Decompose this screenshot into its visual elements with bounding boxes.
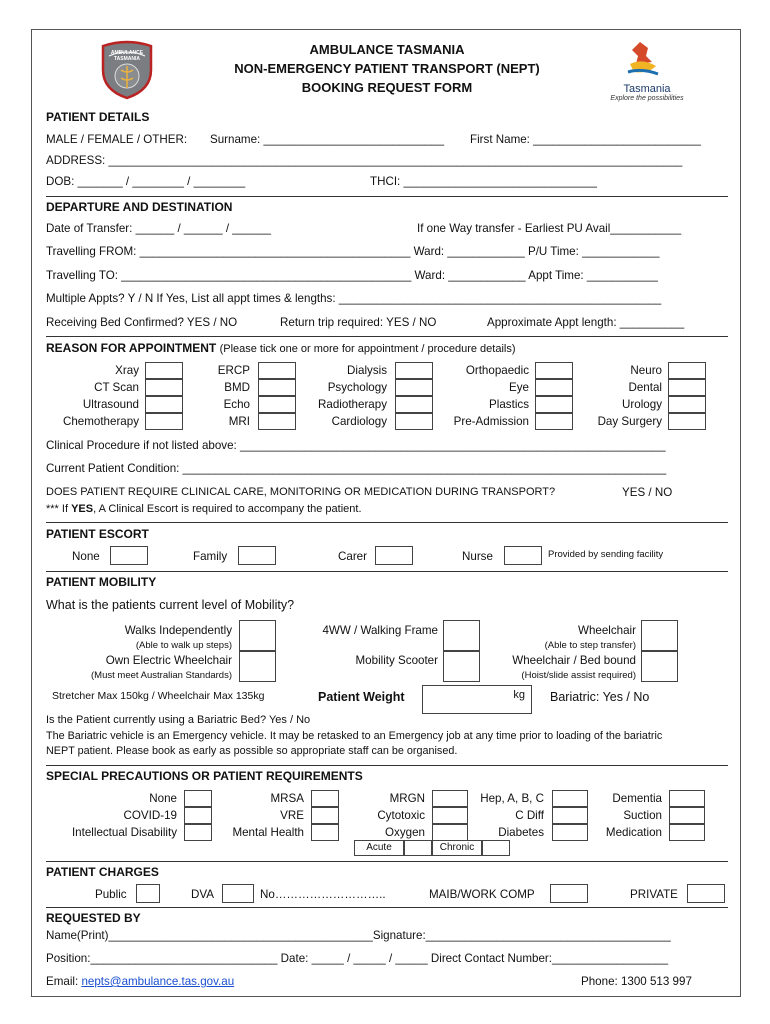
tasmania-logo bbox=[602, 38, 692, 104]
email-label: Email: bbox=[46, 975, 82, 988]
charges-dva-number[interactable]: No……………………….. bbox=[260, 888, 386, 901]
reason-c5-label-3: Day Surgery bbox=[597, 415, 662, 428]
prec-c5-checkbox-1[interactable] bbox=[669, 807, 705, 824]
divider bbox=[46, 861, 728, 862]
service-name: NON-EMERGENCY PATIENT TRANSPORT (NEPT) bbox=[234, 61, 540, 76]
reason-c2-label-2: Echo bbox=[223, 398, 250, 411]
prec-c5-label-2: Medication bbox=[605, 826, 662, 839]
mobility-heading: PATIENT MOBILITY bbox=[46, 575, 157, 589]
divider bbox=[46, 571, 728, 572]
escort-family-checkbox[interactable] bbox=[238, 546, 276, 565]
charges-maib-checkbox[interactable] bbox=[550, 884, 588, 903]
email-line bbox=[46, 975, 234, 988]
prec-c2-label-2: Mental Health bbox=[232, 826, 304, 839]
divider bbox=[46, 196, 728, 197]
charges-public-checkbox[interactable] bbox=[136, 884, 160, 903]
charges-dva-label: DVA bbox=[191, 888, 214, 901]
bariatric-field[interactable]: Bariatric: Yes / No bbox=[550, 690, 650, 704]
svg-text:TASMANIA: TASMANIA bbox=[113, 56, 141, 62]
reason-c5-label-0: Neuro bbox=[630, 364, 662, 377]
escort-note-prefix: *** If bbox=[46, 503, 72, 515]
reason-c3-label-2: Radiotherapy bbox=[318, 398, 387, 411]
reason-c5-checkbox-3[interactable] bbox=[668, 413, 706, 430]
wc-bed-label: Wheelchair / Bed bound bbox=[512, 654, 636, 667]
escort-heading: PATIENT ESCORT bbox=[46, 527, 149, 541]
earliest-pu-field[interactable]: If one Way transfer - Earliest PU Avail___________ bbox=[417, 222, 682, 235]
prec-c3-label-1: Cytotoxic bbox=[377, 809, 425, 822]
clinical-care-question: DOES PATIENT REQUIRE CLINICAL CARE, MONITORING OR MEDICATION DURING TRANSPORT? bbox=[46, 486, 556, 498]
return-trip-field[interactable]: Return trip required: YES / NO bbox=[280, 316, 437, 329]
reason-c4-label-2: Plastics bbox=[489, 398, 529, 411]
form-name: BOOKING REQUEST FORM bbox=[301, 80, 473, 95]
travelling-from-field[interactable]: Travelling FROM: __________________________________________ Ward: ____________ P/U Time: ____________ bbox=[46, 245, 660, 258]
prec-c5-label-0: Dementia bbox=[612, 792, 662, 805]
form-title bbox=[182, 40, 592, 97]
reason-c4-label-1: Eye bbox=[509, 381, 529, 394]
bariatric-note-line1: The Bariatric vehicle is an Emergency vehicle. It may be retasked to an Emergency job at any time prior to loading of the bariatric bbox=[46, 730, 663, 742]
reason-c5-checkbox-0[interactable] bbox=[668, 362, 706, 379]
frame-label: 4WW / Walking Frame bbox=[322, 624, 438, 637]
reason-c1-label-3: Chemotherapy bbox=[62, 415, 139, 428]
reason-c1-label-0: Xray bbox=[115, 364, 139, 377]
stretcher-note: Stretcher Max 150kg / Wheelchair Max 135kg bbox=[52, 690, 265, 702]
phone-number: Phone: 1300 513 997 bbox=[581, 975, 692, 988]
sex-field[interactable]: MALE / FEMALE / OTHER: bbox=[46, 133, 188, 146]
clinical-care-answer[interactable]: YES / NO bbox=[622, 486, 673, 499]
bariatric-note-line2: NEPT patient. Please book as early as possible so appropriate staff can be organised. bbox=[46, 745, 458, 757]
reason-c1-label-2: Ultrasound bbox=[82, 398, 139, 411]
walks-checkbox[interactable] bbox=[239, 620, 276, 651]
scooter-label: Mobility Scooter bbox=[355, 654, 438, 667]
reason-c5-label-1: Dental bbox=[628, 381, 662, 394]
electric-checkbox[interactable] bbox=[239, 651, 276, 682]
escort-carer-checkbox[interactable] bbox=[375, 546, 413, 565]
wc-bed-note: (Hoist/slide assist required) bbox=[521, 670, 636, 681]
reason-c3-label-1: Psychology bbox=[327, 381, 387, 394]
prec-c5-checkbox-0[interactable] bbox=[669, 790, 705, 807]
prec-c5-checkbox-2[interactable] bbox=[669, 824, 705, 841]
requested-heading: REQUESTED BY bbox=[46, 911, 141, 925]
weight-label: Patient Weight bbox=[318, 690, 405, 704]
charges-private-checkbox[interactable] bbox=[687, 884, 725, 903]
wc-bed-checkbox[interactable] bbox=[641, 651, 678, 682]
first-name-field[interactable]: First Name: __________________________ bbox=[470, 133, 701, 146]
wheelchair-checkbox[interactable] bbox=[641, 620, 678, 651]
electric-note: (Must meet Australian Standards) bbox=[91, 670, 232, 681]
travelling-to-field[interactable]: Travelling TO: _____________________________________________ Ward: ____________ Appt Time: ___________ bbox=[46, 269, 658, 282]
departure-heading: DEPARTURE AND DESTINATION bbox=[46, 200, 233, 214]
reason-c3-label-0: Dialysis bbox=[347, 364, 387, 377]
prec-c4-label-1: C Diff bbox=[515, 809, 544, 822]
email-link[interactable]: nepts@ambulance.tas.gov.au bbox=[81, 975, 235, 988]
patient-details-heading: PATIENT DETAILS bbox=[46, 110, 150, 124]
escort-none-checkbox[interactable] bbox=[110, 546, 148, 565]
crest-text: AMBULANCE bbox=[110, 50, 144, 56]
divider bbox=[46, 907, 728, 908]
prec-c3-label-2: Oxygen bbox=[385, 826, 425, 839]
clinical-procedure-field[interactable]: Clinical Procedure if not listed above: __________________________________________________________________ bbox=[46, 439, 666, 452]
reason-heading-title: REASON FOR APPOINTMENT bbox=[46, 341, 217, 355]
escort-note-rest: , A Clinical Escort is required to accompany the patient. bbox=[93, 503, 362, 515]
appt-length-field[interactable]: Approximate Appt length: __________ bbox=[487, 316, 685, 329]
oxygen-chronic-checkbox[interactable] bbox=[482, 840, 510, 856]
divider bbox=[46, 336, 728, 337]
reason-c5-checkbox-2[interactable] bbox=[668, 396, 706, 413]
transfer-date-field[interactable]: Date of Transfer: ______ / ______ / ______ bbox=[46, 222, 271, 235]
tas-logo-name: Tasmania bbox=[623, 83, 671, 95]
prec-c1-label-2: Intellectual Disability bbox=[71, 826, 177, 839]
multiple-appts-field[interactable]: Multiple Appts? Y / N If Yes, List all appt times & lengths: __________________________________________________ bbox=[46, 292, 662, 305]
reason-c4-label-0: Orthopaedic bbox=[465, 364, 529, 377]
surname-field[interactable]: Surname: ____________________________ bbox=[210, 133, 445, 146]
reason-c2-label-0: ERCP bbox=[217, 364, 250, 377]
thci-field[interactable]: THCI: ______________________________ bbox=[370, 175, 597, 188]
walks-note: (Able to walk up steps) bbox=[135, 640, 232, 651]
tasmanian-devil-icon bbox=[602, 38, 692, 78]
mobility-question: What is the patients current level of Mobility? bbox=[46, 598, 295, 612]
prec-c2-label-0: MRSA bbox=[270, 792, 304, 805]
oxygen-acute-checkbox[interactable] bbox=[404, 840, 432, 856]
bed-confirmed-field[interactable]: Receiving Bed Confirmed? YES / NO bbox=[46, 316, 238, 329]
prec-c4-label-2: Diabetes bbox=[498, 826, 544, 839]
prec-c1-label-0: None bbox=[149, 792, 177, 805]
requester-name-signature[interactable]: Name(Print)_________________________________________Signature:______________________________________ bbox=[46, 929, 671, 942]
escort-note-yes: YES bbox=[71, 503, 94, 515]
charges-maib-label: MAIB/WORK COMP bbox=[429, 888, 535, 901]
weight-input[interactable] bbox=[422, 685, 532, 714]
prec-c2-label-1: VRE bbox=[280, 809, 304, 822]
reason-c3-label-3: Cardiology bbox=[331, 415, 387, 428]
requester-position-date-contact[interactable]: Position:_____________________________ Date: _____ / _____ / _____ Direct Contact Number:__________________ bbox=[46, 952, 669, 965]
charges-dva-checkbox[interactable] bbox=[222, 884, 254, 903]
reason-heading-note: (Please tick one or more for appointment / procedure details) bbox=[219, 343, 516, 355]
oxygen-chronic-option[interactable]: Chronic bbox=[432, 840, 482, 856]
booking-form bbox=[31, 29, 741, 997]
walks-label: Walks Independently bbox=[124, 624, 232, 637]
escort-nurse-checkbox[interactable] bbox=[504, 546, 542, 565]
reason-c2-label-1: BMD bbox=[224, 381, 250, 394]
patient-condition-field[interactable]: Current Patient Condition: ___________________________________________________________________________ bbox=[46, 462, 667, 475]
dob-field[interactable]: DOB: _______ / ________ / ________ bbox=[46, 175, 246, 188]
org-name: AMBULANCE TASMANIA bbox=[309, 42, 465, 57]
escort-none-label: None bbox=[72, 550, 100, 563]
charges-private-label: PRIVATE bbox=[630, 888, 678, 901]
reason-c2-label-3: MRI bbox=[228, 415, 250, 428]
reason-c5-label-2: Urology bbox=[622, 398, 662, 411]
ambulance-crest-logo bbox=[99, 40, 155, 100]
escort-family-label: Family bbox=[193, 550, 228, 563]
divider bbox=[46, 522, 728, 523]
reason-c5-checkbox-1[interactable] bbox=[668, 379, 706, 396]
escort-nurse-label: Nurse bbox=[462, 550, 493, 563]
wheelchair-label: Wheelchair bbox=[578, 624, 636, 637]
oxygen-acute-option[interactable]: Acute bbox=[354, 840, 404, 856]
electric-label: Own Electric Wheelchair bbox=[105, 654, 232, 667]
charges-public-label: Public bbox=[95, 888, 127, 901]
charges-heading: PATIENT CHARGES bbox=[46, 865, 159, 879]
clinical-escort-note bbox=[46, 503, 362, 515]
prec-c3-label-0: MRGN bbox=[389, 792, 425, 805]
tas-logo-tagline: Explore the possibilities bbox=[610, 95, 684, 102]
address-field[interactable]: ADDRESS: _________________________________________________________________________________________ bbox=[46, 154, 683, 167]
divider bbox=[46, 765, 728, 766]
escort-provided-note: Provided by sending facility bbox=[548, 549, 664, 560]
reason-c4-label-3: Pre-Admission bbox=[453, 415, 529, 428]
prec-c5-label-1: Suction bbox=[623, 809, 662, 822]
wheelchair-note: (Able to step transfer) bbox=[544, 640, 636, 651]
prec-c1-label-1: COVID-19 bbox=[123, 809, 177, 822]
reason-c1-label-1: CT Scan bbox=[94, 381, 139, 394]
escort-carer-label: Carer bbox=[338, 550, 367, 563]
weight-unit: kg bbox=[513, 689, 525, 701]
form-header bbox=[32, 30, 742, 102]
bariatric-bed-field[interactable]: Is the Patient currently using a Bariatric Bed? Yes / No bbox=[46, 714, 311, 726]
prec-c4-label-0: Hep, A, B, C bbox=[480, 792, 544, 805]
precautions-heading: SPECIAL PRECAUTIONS OR PATIENT REQUIREMENTS bbox=[46, 769, 363, 783]
reason-heading bbox=[46, 341, 516, 355]
